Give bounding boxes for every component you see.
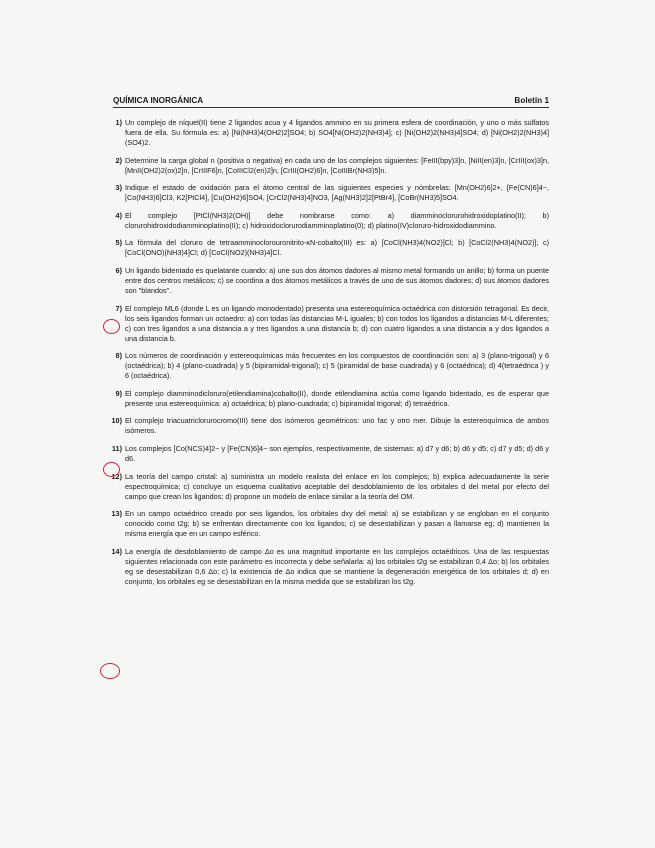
- question-item: [108, 351, 549, 381]
- question-number: 8): [115, 351, 122, 361]
- bulletin-label: Boletín 1: [514, 96, 549, 105]
- question-text: Un ligando bidentado es quelatante cuando: a) une sus dos átomos dadores al mismo metal formando un anillo; b) forma un puente entre dos centros metálicos; c) se coordina a dos átomos metálicos a través de uno de sus átomos dadores; d) sus átomos dadores son "blandos".: [125, 265, 549, 295]
- page-header: [113, 96, 549, 108]
- question-number: 13): [111, 509, 122, 519]
- question-number: 3): [115, 183, 122, 193]
- question-text: El complejo [PtCl(NH3)2(OH)] debe nombrarse como: a) diamminoclorurohidroxidoplatino(II); b) clorurohidroxidodiamminoplatino(II); c) hidroxidoclorurodiamminoplatino(0); d) platino(IV)cloruro-hidroxidodiammino.: [125, 210, 549, 230]
- question-item: [108, 304, 549, 344]
- question-number: 7): [115, 303, 122, 313]
- question-item: [108, 444, 549, 464]
- question-text: Indique el estado de oxidación para el átomo central de las siguientes especies y nómbrelas: [Mn(OH2)6]2+, [Fe(CN)6]4−, [Co(NH3)6]Cl3, K2[PtCl4], [Cu(OH2)6]SO4, [CrCl2(NH3)4]NO3, [Ag(NH3)2]2[PtBr4], [CoBr(NH3)5]SO4.: [125, 183, 549, 203]
- question-number: 5): [115, 238, 122, 248]
- question-list: [108, 118, 549, 594]
- question-number: 11): [111, 443, 122, 453]
- question-number: 12): [111, 471, 122, 481]
- question-item: [108, 472, 549, 502]
- question-text: Los números de coordinación y estereoquímicas más frecuentes en los compuestos de coordinación son: a) 3 (plano-trigonal) y 6 (octaédrica); b) 4 (plano-cuadrada) y 5 (bipiramidal-trigonal); c) 5 (piramidal de base cuadrada) y 6 (octaédrica); d) 4(tetraédrica ) y 6 (octaédrica).: [125, 351, 549, 381]
- question-text: La teoría del campo cristal: a) suministra un modelo realista del enlace en los complejos; b) explica adecuadamente la serie espectroquímica; c) concluye un esquema cualitativo aceptable del desdoblamiento de los orbitales d del metal por efecto del campo que crean los ligandos; d) propone un modelo de enlace similar a la teoría del OM.: [125, 471, 549, 501]
- question-text: En un campo octaédrico creado por seis ligandos, los orbitales dxy del metal: a) se estabilizan y se engloban en el conjunto conocido como t2g; b) se enfrentan directamente con los ligandos; c) se desestabilizan y pasan a llamarse eg; d) mantienen la misma energía que en un campo esférico.: [125, 509, 549, 539]
- question-text: El complejo triacuatriclorurocromo(III) tiene dos isómeros geométricos: uno fac y otro mer. Dibuje la estereoquímica de ambos isómeros.: [125, 416, 549, 436]
- question-item: [108, 416, 549, 436]
- question-number: 2): [115, 155, 122, 165]
- question-item: [108, 389, 549, 409]
- question-item: [108, 547, 549, 587]
- question-text: La energía de desdoblamiento de campo Δo es una magnitud importante en los complejos octaédricos. Una de las respuestas siguientes relacionada con este parámetro es incorrecta y debe señalarla: a) los orbitales t2g se estabilizan 0,4 Δo; b) los orbitales eg se desestabilizan 0,6 Δo; c) la existencia de Δo indica que se mantiene la degeneración energética de los orbitales d; d) en conjunto, los orbitales eg se desestabilizan en la misma medida que se estabilizan los t2g.: [125, 546, 549, 586]
- question-number: 1): [115, 118, 122, 127]
- question-number: 10): [111, 416, 122, 426]
- question-text: El complejo diamminodicloruro(etilendiamina)cobalto(II), donde etilendiamina actúa como ligando bidentado, es de esperar que presente una estereoquímica: a) octaédrica; b) plano-cuadrada; c) bipiramidal trigonal; d) tetraédrica.: [125, 388, 549, 408]
- question-item: [108, 238, 549, 258]
- question-item: [108, 183, 549, 203]
- question-text: Determine la carga global n (positiva o negativa) en cada uno de los complejos siguientes: [FeIII(bpy)3]n, [NiII(en)3]n, [CrIII(ox)3]n, [MnII(OH2)2(ox)2]n, [CrIIIF6]n, [CoIIICl2(en)2]n, [CrIII(OH2)6]n, [CoIIIBr(NH3)5]n.: [125, 155, 549, 175]
- question-text: Los complejos [Co(NCS)4]2− y [Fe(CN)6]4− son ejemplos, respectivamente, de sistemas: a) d7 y d6; b) d6 y d5; c) d7 y d5; d) d6 y d6.: [125, 443, 549, 463]
- question-number: 4): [115, 210, 122, 220]
- question-item: [108, 118, 549, 148]
- question-item: [108, 266, 549, 296]
- question-number: 6): [115, 265, 122, 275]
- course-title: QUÍMICA INORGÁNICA: [113, 96, 204, 105]
- question-text: Un complejo de níquel(II) tiene 2 ligandos acua y 4 ligandos ammino en su primera esfera de coordinación, y uno o más sulfatos fuera de ella. Su fórmula es: a) [Ni(NH3)4(OH2)2]SO4; b) SO4[Ni(OH2)2(NH3)4]; c) [Ni(OH2)2(NH3)4]SO4; d) [Ni(OH2)2(NH3)4](SO4)2.: [125, 118, 549, 147]
- question-item: [108, 211, 549, 231]
- question-number: 14): [111, 546, 122, 556]
- pen-circle-mark: [100, 663, 120, 679]
- question-text: El complejo ML6 (donde L es un ligando monodentado) presenta una estereoquímica octaédrica con distorsión tetragonal. Es decir, los seis ligandos forman un octaedro: a) con todas las distancias M-L iguales; b) con todos los ligandos a distancias M-L diferentes; c) con tres ligandos a una distancia a y tres ligandos a una distancia b; d) con cuatro ligandos a una distancia a y dos ligandos a una distancia b.: [125, 303, 549, 343]
- question-item: [108, 156, 549, 176]
- question-item: [108, 509, 549, 539]
- question-number: 9): [115, 388, 122, 398]
- question-text: La fórmula del cloruro de tetraamminoclorouronitrito-κN-cobalto(III) es: a) [CoCl(NH3)4(NO2)]Cl; b) [CoCl2(NH3)4(NO2)]; c) [CoCl(ONO)(NH3)4]Cl; d) [CoCl(NO2)(NH3)4]Cl.: [125, 238, 549, 258]
